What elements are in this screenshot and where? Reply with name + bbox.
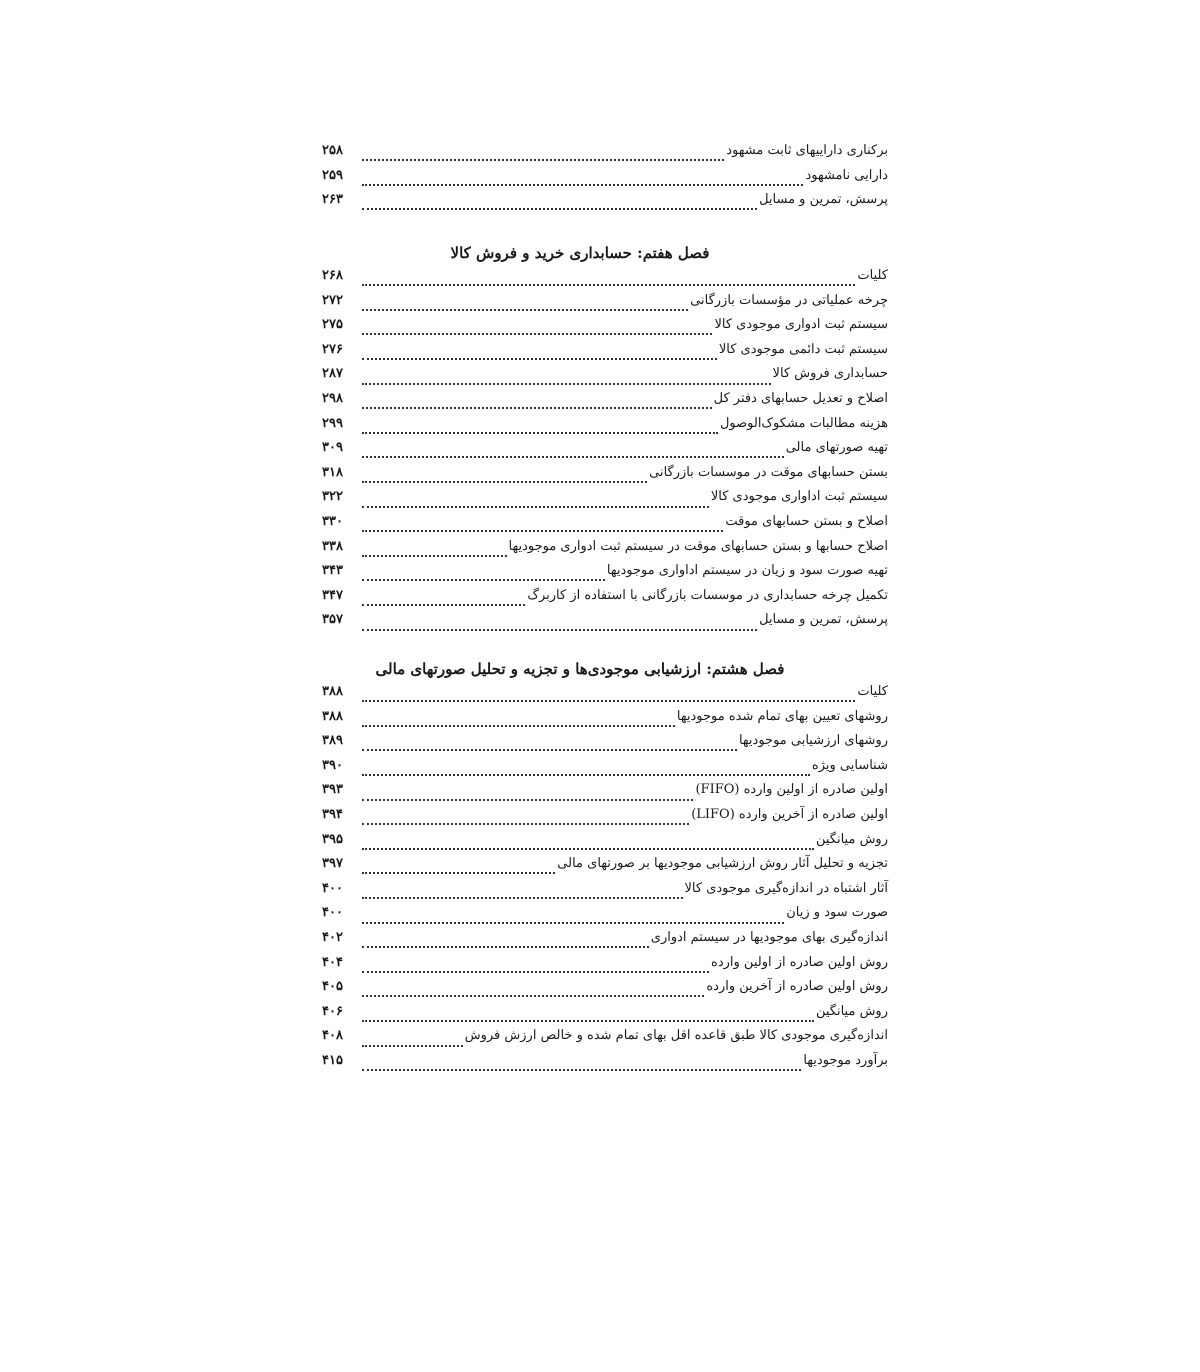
dot-leader [362, 358, 717, 360]
toc-entry-page-number: ۲۵۹ [322, 167, 343, 183]
toc-entry-page-number: ۲۶۳ [322, 192, 343, 208]
toc-entry-title: کلیات [857, 684, 888, 699]
toc-entry-page-number: ۴۰۶ [322, 1003, 343, 1019]
toc-entry-page-number: ۳۸۸ [322, 708, 343, 724]
toc-entry-page-number: ۲۸۷ [322, 366, 343, 382]
toc-entry-page-number: ۲۷۵ [322, 317, 343, 333]
toc-entry-page-number: ۳۹۰ [322, 757, 343, 773]
toc-entry-page-number: ۴۰۰ [322, 880, 343, 896]
toc-entry [322, 514, 888, 539]
toc-entry [322, 366, 888, 391]
chapter-heading: فصل هشتم: ارزشیابی موجودی‌ها و تجزیه و تحلیل صورتهای مالی [375, 660, 785, 678]
toc-entry [322, 709, 888, 734]
toc-entry [322, 612, 888, 637]
toc-entry-title: بستن حسابهای موقت در موسسات بازرگانی [649, 464, 888, 480]
toc-entry-title: شناسایی ویژه [811, 757, 888, 773]
toc-entry-page-number: ۴۰۲ [322, 929, 343, 945]
toc-entry-title: صورت سود و زیان [786, 905, 888, 921]
dot-leader [362, 506, 709, 508]
toc-entry-page-number: ۴۱۵ [322, 1052, 343, 1068]
dot-leader [362, 946, 649, 948]
toc-entry [322, 1028, 888, 1053]
toc-entry-title: سیستم ثبت اداواری موجودی کالا [710, 489, 888, 505]
toc-entry-title: سیستم ثبت ادواری موجودی کالا [714, 317, 888, 333]
toc-entry-page-number: ۳۹۵ [322, 831, 343, 847]
toc-entry-page-number: ۴۰۰ [322, 905, 343, 921]
toc-entry [322, 440, 888, 465]
toc-entry-title: برآورد موجودیها [803, 1052, 888, 1068]
dot-leader [362, 1069, 801, 1071]
dot-leader [362, 799, 693, 801]
toc-entry-page-number: ۳۸۸ [322, 684, 343, 699]
toc-entry-page-number: ۲۷۲ [322, 292, 343, 308]
toc-entry [322, 539, 888, 564]
dot-leader [362, 530, 723, 532]
toc-entry-title: چرخه عملیاتی در مؤسسات بازرگانی [690, 292, 888, 308]
toc-entry [322, 489, 888, 514]
toc-entry-title: حسابداری فروش کالا [772, 366, 888, 382]
toc-entry-title: اصلاح و تعدیل حسابهای دفتر کل [713, 390, 888, 406]
toc-entry-title: هزینه مطالبات مشکوک‌الوصول [719, 415, 888, 431]
dot-leader [362, 995, 704, 997]
toc-entry-title: اصلاح و بستن حسابهای موقت [725, 513, 888, 529]
dot-leader [362, 309, 688, 311]
toc-entry-title: تکمیل چرخه حسابداری در موسسات بازرگانی با استفاده از کاربرگ [527, 587, 888, 603]
toc-entry [322, 465, 888, 490]
toc-entry-title: تهیه صورت سود و زیان در سیستم اداواری موجودیها [606, 563, 888, 579]
dot-leader [362, 383, 771, 385]
toc-entry-title: روشهای ارزشیابی موجودیها [738, 733, 888, 749]
dot-leader [362, 629, 757, 631]
toc-entry-page-number: ۳۹۷ [322, 856, 343, 872]
toc-entry [322, 979, 888, 1004]
toc-entry-page-number: ۳۲۲ [322, 489, 343, 505]
dot-leader [362, 848, 814, 850]
toc-entry-page-number: ۳۱۸ [322, 464, 343, 480]
toc-entry-title: برکناری داراییهای ثابت مشهود [726, 143, 888, 158]
dot-leader [362, 1020, 814, 1022]
toc-entry-page-number: ۳۴۷ [322, 587, 343, 603]
toc-entry-title: پرسش، تمرین و مسایل [759, 192, 888, 208]
toc-entry [322, 143, 888, 168]
toc-entry [322, 758, 888, 783]
toc-entry-title: روش اولین صادره از اولین وارده [711, 954, 888, 970]
dot-leader [362, 555, 507, 557]
dot-leader [362, 725, 675, 727]
toc-entry-title: تهیه صورتهای مالی [785, 440, 888, 456]
toc-section-chapter-7 [322, 240, 888, 637]
toc-entry-page-number: ۳۳۸ [322, 538, 343, 554]
dot-leader [362, 749, 737, 751]
dot-leader [362, 872, 555, 874]
dot-leader [362, 971, 709, 973]
dot-leader [362, 700, 855, 702]
chapter-heading: فصل هفتم: حسابداری خرید و فروش کالا [450, 244, 710, 262]
toc-entry-page-number: ۳۸۹ [322, 733, 343, 749]
toc-entry-title: تجزیه و تحلیل آثار روش ارزشیابی موجودیها بر صورتهای مالی [557, 856, 888, 872]
toc-entry-page-number: ۳۹۴ [322, 806, 343, 822]
dot-leader [362, 407, 712, 409]
toc-entry [322, 391, 888, 416]
dot-leader [362, 604, 525, 606]
toc-entry [322, 168, 888, 193]
toc-entry [322, 955, 888, 980]
toc-section-continuation [322, 143, 888, 217]
toc-entry-title: کلیات [857, 268, 888, 283]
toc-entry [322, 684, 888, 709]
dot-leader [362, 481, 647, 483]
toc-entry-title: اندازه‌گیری موجودی کالا طبق قاعده اقل بهای تمام شده و خالص ارزش فروش [464, 1028, 888, 1044]
toc-section-chapter-8 [322, 656, 888, 1078]
dot-leader [362, 897, 683, 899]
toc-entry-title: روش اولین صادره از آخرین وارده [706, 979, 888, 995]
toc-entry-page-number: ۲۵۸ [322, 143, 343, 158]
toc-entry [322, 563, 888, 588]
toc-entry-title: اندازه‌گیری بهای موجودیها در سیستم ادواری [650, 929, 888, 945]
toc-entry-page-number: ۳۴۳ [322, 563, 343, 579]
dot-leader [362, 333, 712, 335]
dot-leader [362, 774, 810, 776]
toc-entry-title: سیستم ثبت دائمی موجودی کالا [718, 341, 888, 357]
toc-entry-title: اولین صادره از آخرین وارده (LIFO) [691, 806, 888, 822]
toc-entry [322, 733, 888, 758]
toc-entry-page-number: ۲۹۸ [322, 390, 343, 406]
toc-entry-title: روش میانگین [815, 831, 888, 847]
toc-entry [322, 342, 888, 367]
dot-leader [362, 579, 605, 581]
toc-entry-page-number: ۴۰۵ [322, 979, 343, 995]
dot-leader [362, 922, 784, 924]
toc-entry-page-number: ۲۶۸ [322, 268, 343, 283]
toc-entry [322, 293, 888, 318]
dot-leader [362, 1045, 463, 1047]
toc-entry-title: دارایی نامشهود [805, 167, 888, 183]
toc-entry-title: روش میانگین [815, 1003, 888, 1019]
dot-leader [362, 456, 784, 458]
toc-entry-page-number: ۳۵۷ [322, 612, 343, 628]
toc-entry-title: اولین صادره از اولین وارده (FIFO) [695, 782, 888, 798]
toc-entry-page-number: ۴۰۴ [322, 954, 343, 970]
toc-entry [322, 1053, 888, 1078]
toc-entry [322, 930, 888, 955]
toc-entry-page-number: ۳۹۳ [322, 782, 343, 798]
toc-entry [322, 807, 888, 832]
toc-entry [322, 588, 888, 613]
dot-leader [362, 284, 855, 286]
toc-entry-page-number: ۲۷۶ [322, 341, 343, 357]
dot-leader [362, 184, 803, 186]
toc-entry-title: پرسش، تمرین و مسایل [759, 612, 888, 628]
dot-leader [362, 208, 757, 210]
toc-entry [322, 782, 888, 807]
toc-entry-title: آثار اشتباه در اندازه‌گیری موجودی کالا [684, 880, 888, 896]
dot-leader [362, 823, 689, 825]
toc-entry [322, 192, 888, 217]
toc-entry [322, 881, 888, 906]
toc-entry-page-number: ۳۰۹ [322, 440, 343, 456]
toc-entry [322, 832, 888, 857]
toc-entry [322, 1004, 888, 1029]
toc-entry [322, 317, 888, 342]
dot-leader [362, 159, 724, 161]
toc-entry [322, 856, 888, 881]
toc-entry-page-number: ۳۳۰ [322, 513, 343, 529]
toc-entry-page-number: ۴۰۸ [322, 1028, 343, 1044]
toc-entry-page-number: ۲۹۹ [322, 415, 343, 431]
toc-entry-title: اصلاح حسابها و بستن حسابهای موقت در سیستم ثبت ادواری موجودیها [508, 538, 888, 554]
toc-entry [322, 268, 888, 293]
toc-entry [322, 416, 888, 441]
toc-entry [322, 905, 888, 930]
toc-entry-title: روشهای تعیین بهای تمام شده موجودیها [676, 708, 888, 724]
dot-leader [362, 432, 718, 434]
